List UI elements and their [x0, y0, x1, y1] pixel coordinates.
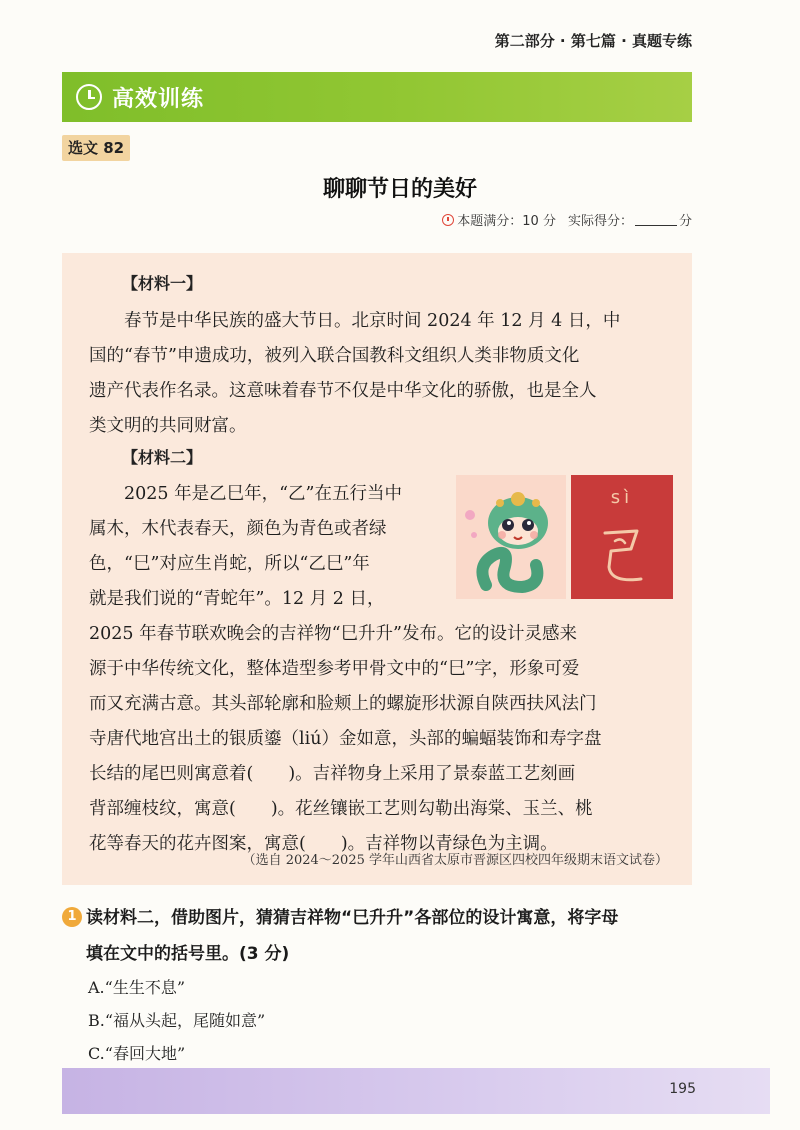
- material-two-heading: 【材料二】: [122, 448, 203, 467]
- page-number: 195: [669, 1081, 696, 1097]
- material-two-line: 长结的尾巴则寓意着( )。吉祥物身上采用了景泰蓝工艺刻画: [89, 764, 576, 784]
- source-citation: （选自 2024～2025 学年山西省太原市晋源区四校四年级期末语文试卷）: [242, 853, 668, 868]
- material-two-line: 而又充满古意。其头部轮廓和脸颊上的螺旋形状源自陕西扶风法门: [89, 694, 597, 714]
- clock-icon: [76, 84, 102, 110]
- option-a: A.“生生不息”: [88, 978, 186, 997]
- material-two-line: 就是我们说的“青蛇年”。12 月 2 日，: [89, 589, 385, 609]
- material-one-line: 春节是中华民族的盛大节日。北京时间 2024 年 12 月 4 日，中: [124, 311, 621, 331]
- material-one-line: 遗产代表作名录。这意味着春节不仅是中华文化的骄傲，也是全人: [89, 381, 597, 401]
- option-c: C.“春回大地”: [88, 1044, 186, 1063]
- oracle-bone-si-glyph: [571, 475, 673, 599]
- material-two-line: 2025 年春节联欢晚会的吉祥物“巳升升”发布。它的设计灵感来: [89, 624, 577, 644]
- mascot-snake-illustration: [456, 475, 566, 599]
- material-two-line: 背部缠枝纹，寓意( )。花丝镶嵌工艺则勾勒出海棠、玉兰、桃: [89, 799, 593, 819]
- material-two-line: 2025 年是乙巳年，“乙”在五行当中: [124, 484, 402, 504]
- selection-badge: 选文 82: [62, 135, 130, 161]
- material-one-line: 国的“春节”申遗成功，被列入联合国教科文组织人类非物质文化: [89, 346, 580, 366]
- score-unit: 分: [678, 214, 692, 229]
- material-two-line: 花等春天的花卉图案，寓意( )。吉祥物以青绿色为主调。: [89, 834, 558, 854]
- material-two-line: 属木，木代表春天，颜色为青色或者绿: [89, 519, 387, 539]
- material-one-heading: 【材料一】: [122, 274, 203, 293]
- score-clock-icon: [442, 214, 454, 226]
- question-line: 填在文中的括号里。(3 分): [86, 944, 290, 964]
- section-banner: [62, 72, 692, 122]
- question-number: 1: [62, 907, 82, 927]
- running-head: 第二部分 · 第七篇 · 真题专练: [494, 32, 692, 50]
- material-box: [62, 253, 692, 885]
- score-line: [442, 210, 692, 229]
- si-pinyin: sì: [610, 487, 634, 508]
- question-line: 读材料二，借助图片，猜猜吉祥物“巳升升”各部位的设计寓意，将字母: [86, 908, 619, 928]
- banner-title: 高效训练: [112, 86, 205, 112]
- mascot-snake-image: [456, 475, 566, 599]
- material-one-line: 类文明的共同财富。: [89, 416, 247, 436]
- full-score-label: 本题满分：10 分: [457, 214, 556, 229]
- footer-bar: [62, 1068, 770, 1114]
- option-b: B.“福从头起，尾随如意”: [88, 1011, 266, 1030]
- score-blank[interactable]: [635, 213, 677, 226]
- actual-score-label: 实际得分：: [567, 214, 633, 229]
- material-two-line: 寺唐代地宫出土的银质鎏（liú）金如意，头部的蝙蝠装饰和寿字盘: [89, 729, 602, 749]
- si-character-image: [571, 475, 673, 599]
- material-two-line: 色，“巳”对应生肖蛇，所以“乙巳”年: [89, 554, 370, 574]
- passage-title: 聊聊节日的美好: [322, 177, 477, 202]
- material-two-line: 源于中华传统文化，整体造型参考甲骨文中的“巳”字，形象可爱: [89, 659, 580, 679]
